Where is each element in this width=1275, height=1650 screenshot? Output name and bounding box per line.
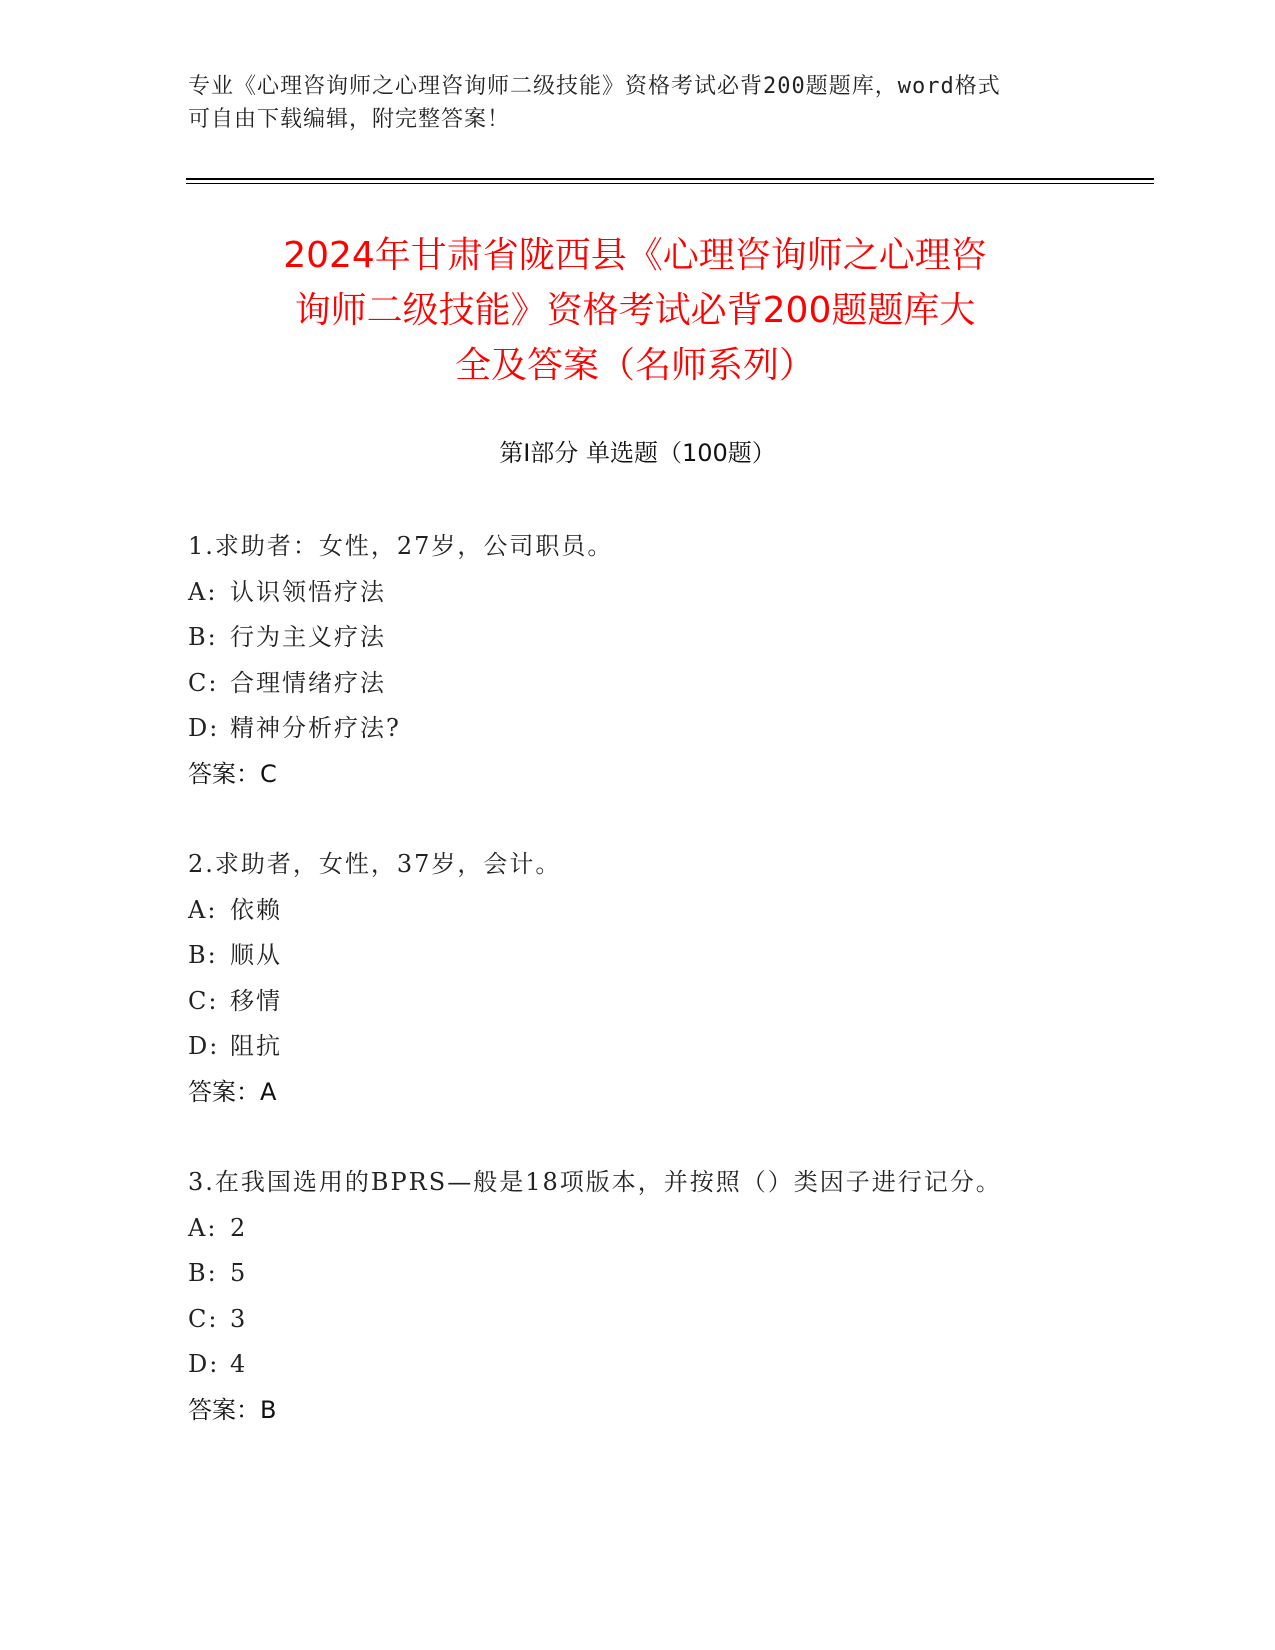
option-letter: B: (188, 623, 218, 651)
option-text: 合理情绪疗法 (230, 668, 386, 697)
option-text: 移情 (230, 986, 282, 1015)
title-line-2: 询师二级技能》资格考试必背200题题库大 (294, 290, 976, 331)
option-text: 认识领悟疗法 (230, 577, 386, 606)
option-text: 行为主义疗法 (230, 623, 386, 651)
option-letter: A: (188, 577, 218, 606)
answer-line: 答案：B (188, 1395, 277, 1424)
option-letter: C: (188, 1304, 219, 1333)
option-text: 依赖 (230, 895, 282, 924)
section-heading: 第Ⅰ部分 单选题（100题） (499, 439, 776, 467)
option-b (188, 615, 1148, 661)
option-letter: D: (188, 1032, 220, 1060)
header-rule-thin (186, 183, 1154, 184)
option-letter: D: (188, 714, 220, 742)
header-note-line-2: 可自由下载编辑，附完整答案！ (188, 107, 511, 132)
option-a (188, 1206, 1148, 1252)
question-2 (188, 842, 1148, 1115)
option-letter: B: (188, 1259, 218, 1287)
option-c (188, 979, 1148, 1025)
option-letter: A: (188, 1213, 218, 1242)
header-note-line-1: 专业《心理咨询师之心理咨询师二级技能》资格考试必背200题题库，word格式 (188, 74, 1001, 99)
header-note (188, 70, 1088, 136)
title-line-3: 全及答案（名师系列） (454, 345, 815, 386)
option-d (188, 1024, 1148, 1070)
option-letter: C: (188, 668, 219, 697)
question-3 (188, 1160, 1148, 1433)
document-title (150, 228, 1120, 393)
option-a (188, 888, 1148, 934)
option-letter: C: (188, 986, 219, 1015)
question-stem: 2.求助者，女性，37岁，会计。 (188, 850, 562, 878)
option-b (188, 1251, 1148, 1297)
option-letter: D: (188, 1350, 220, 1378)
option-text: 顺从 (230, 941, 282, 969)
option-text: 2 (230, 1213, 248, 1242)
answer-line: 答案：C (188, 759, 277, 788)
option-text: 3 (230, 1304, 248, 1333)
option-text: 精神分析疗法? (230, 714, 401, 742)
answer-line: 答案：A (188, 1077, 277, 1106)
header-rule-thick (186, 178, 1154, 180)
title-line-1: 2024年甘肃省陇西县《心理咨询师之心理咨 (283, 235, 987, 276)
question-stem: 1.求助者：女性，27岁，公司职员。 (188, 532, 614, 560)
option-text: 5 (230, 1259, 248, 1287)
option-letter: B: (188, 941, 218, 969)
option-d (188, 706, 1148, 752)
option-text: 阻抗 (230, 1032, 282, 1060)
option-d (188, 1342, 1148, 1388)
option-letter: A: (188, 895, 218, 924)
option-c (188, 1297, 1148, 1343)
option-a (188, 570, 1148, 616)
question-stem: 3.在我国选用的BPRS—般是18项版本，并按照（）类因子进行记分。 (188, 1168, 1002, 1196)
option-c (188, 661, 1148, 707)
question-1 (188, 524, 1148, 797)
option-b (188, 933, 1148, 979)
option-text: 4 (230, 1350, 248, 1378)
